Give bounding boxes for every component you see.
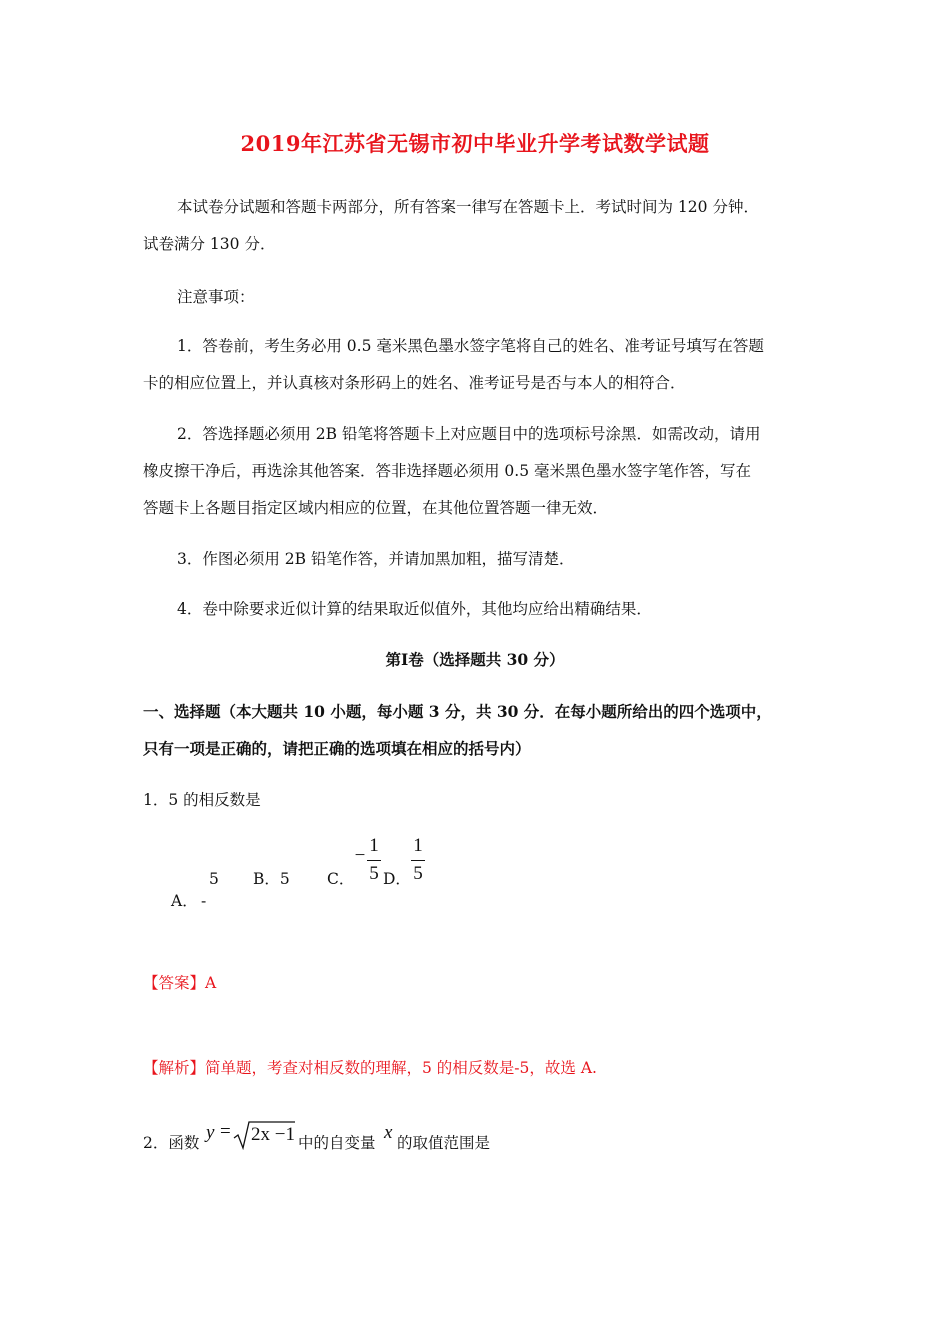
question-2-prefix: 2．函数 (143, 1134, 200, 1152)
option-a-value: 5 (209, 870, 219, 888)
option-c-fraction-bar (367, 860, 381, 861)
option-d-denominator: 5 (413, 863, 423, 884)
page-title: 2019年江苏省无锡市初中毕业升学考试数学试题 (240, 131, 710, 156)
option-a-label: A． (171, 892, 198, 910)
question-2-middle: 中的自变量 (298, 1134, 376, 1152)
option-c-denominator: 5 (369, 863, 379, 884)
part-1-heading: 第Ⅰ卷（选择题共 30 分） (385, 650, 565, 669)
note-2-line-2: 橡皮擦干净后，再选涂其他答案．答非选择题必须用 0.5 毫米黑色墨水签字笔作答，写在 (143, 462, 752, 480)
notes-heading: 注意事项： (177, 288, 255, 306)
note-2-line-1: 2．答选择题必须用 2B 铅笔将答题卡上对应题目中的选项标号涂黑．如需改动，请用 (177, 425, 761, 443)
option-d-numerator: 1 (413, 835, 423, 856)
note-1-line-2: 卡的相应位置上，并认真核对条形码上的姓名、准考证号是否与本人的相符合． (143, 374, 686, 392)
question-1-analysis: 【解析】简单题，考查对相反数的理解，5 的相反数是-5，故选 A. (143, 1059, 597, 1077)
intro-line-2: 试卷满分 130 分． (143, 235, 276, 253)
formula-equals: = (220, 1121, 231, 1142)
intro-line-1: 本试卷分试题和答题卡两部分，所有答案一律写在答题卡上．考试时间为 120 分钟． (177, 198, 759, 216)
option-b: B．5 (253, 870, 290, 888)
note-2-line-3: 答题卡上各题目指定区域内相应的位置，在其他位置答题一律无效． (143, 499, 609, 517)
option-c-label: C． (327, 870, 355, 888)
question-1-answer: 【答案】A (143, 974, 217, 992)
formula-radicand: 2x −1 (251, 1124, 295, 1145)
formula-variable-x: x (384, 1122, 393, 1143)
question-2-suffix: 的取值范围是 (397, 1134, 491, 1152)
note-1-line-1: 1．答卷前，考生务必用 0.5 毫米黑色墨水签字笔将自己的姓名、准考证号填写在答题 (177, 337, 764, 355)
option-a-minus: - (201, 892, 207, 910)
option-d-fraction-bar (411, 860, 425, 861)
option-d-label: D． (383, 870, 411, 888)
question-1-stem: 1．5 的相反数是 (143, 791, 261, 809)
section-1-line-1: 一、选择题（本大题共 10 小题，每小题 3 分，共 30 分．在每小题所给出的四个选项中， (143, 702, 772, 721)
option-c-minus-sign: − (354, 845, 366, 866)
note-3: 3．作图必须用 2B 铅笔作答，并请加黑加粗，描写清楚． (177, 550, 575, 568)
option-c-numerator: 1 (369, 835, 379, 856)
formula-y: y (206, 1122, 215, 1143)
section-1-line-2: 只有一项是正确的，请把正确的选项填在相应的括号内） (143, 739, 531, 758)
note-4: 4．卷中除要求近似计算的结果取近似值外，其他均应给出精确结果． (177, 600, 652, 618)
